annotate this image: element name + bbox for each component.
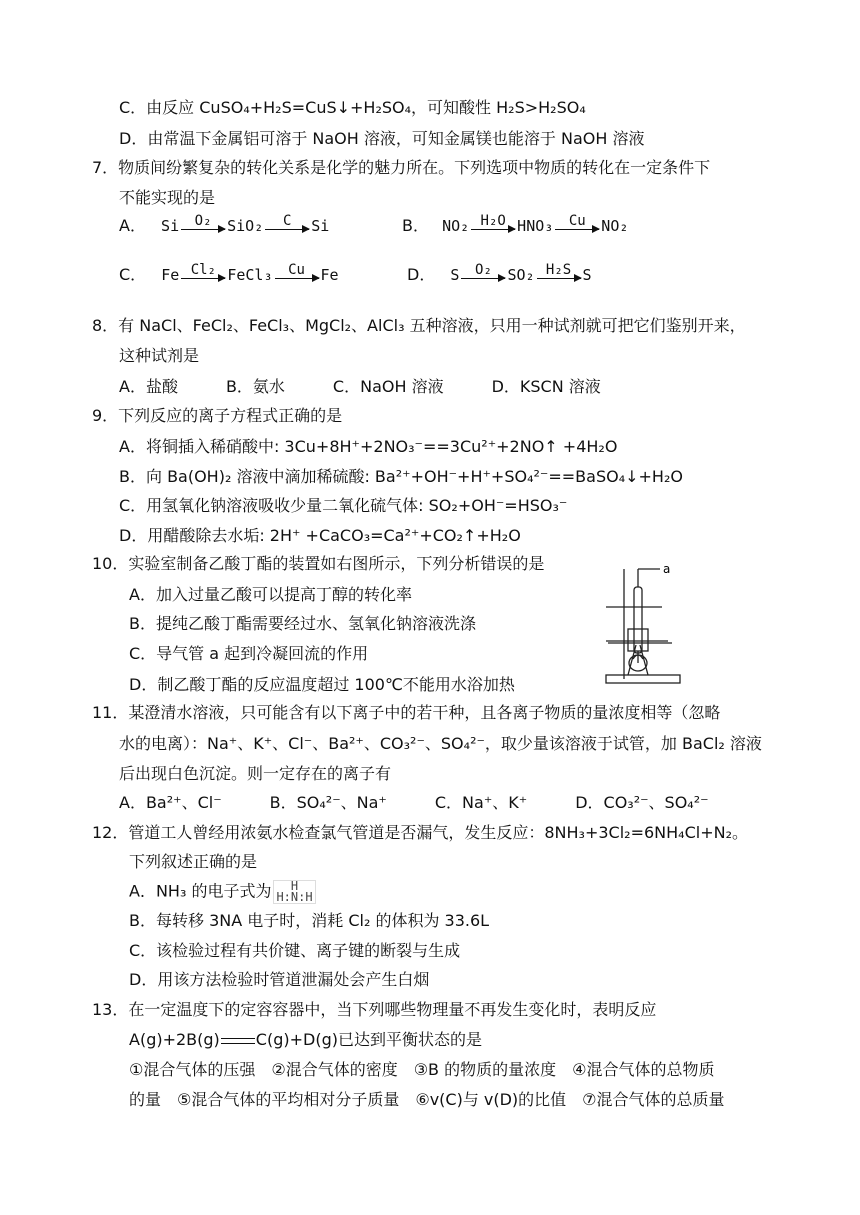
q13-items-1: ①混合气体的压强 ②混合气体的密度 ③B 的物质的量浓度 ④混合气体的总物质 bbox=[129, 1060, 715, 1079]
q7a-s2: SiO₂ bbox=[227, 217, 264, 235]
q6-option-c: C．由反应 CuSO₄+H₂S=CuS↓+H₂SO₄，可知酸性 H₂S>H₂SO₄ bbox=[119, 98, 586, 117]
q7a-reagent-2: C bbox=[283, 213, 292, 229]
q8-stem-1: 8．有 NaCl、FeCl₂、FeCl₃、MgCl₂、AlCl₃ 五种溶液，只用一种试剂就可把它们鉴别开来， bbox=[92, 316, 746, 335]
q12-option-c: C．该检验过程有共价键、离子键的断裂与生成 bbox=[129, 941, 461, 960]
arrow-icon bbox=[265, 229, 309, 230]
q9-stem: 9．下列反应的离子方程式正确的是 bbox=[92, 406, 343, 425]
q7-option-a: A． Si O₂ SiO₂ C Si bbox=[119, 213, 330, 235]
q9-option-b: B．向 Ba(OH)₂ 溶液中滴加稀硫酸: Ba²⁺+OH⁻+H⁺+SO₄²⁻==BaSO₄↓+H₂O bbox=[119, 467, 683, 486]
q11-stem-3: 后出现白色沉淀。则一定存在的离子有 bbox=[119, 764, 392, 783]
q7b-s1: NO₂ bbox=[442, 217, 470, 235]
q12-stem-1: 12．管道工人曾经用浓氨水检查氯气管道是否漏气，发生反应：8NH₃+3Cl₂=6NH₄Cl+N₂。 bbox=[92, 823, 748, 842]
q12-option-d: D．用该方法检验时管道泄漏处会产生白烟 bbox=[129, 970, 430, 989]
q7d-s3: S bbox=[582, 266, 592, 284]
q11-stem-1: 11．某澄清水溶液，只可能含有以下离子中的若干种，且各离子物质的量浓度相等（忽略 bbox=[92, 703, 721, 722]
q7c-reagent-2: Cu bbox=[288, 262, 305, 278]
q8-stem-2: 这种试剂是 bbox=[119, 346, 200, 365]
q10-option-b: B．提纯乙酸丁酯需要经过水、氢氧化钠溶液洗涤 bbox=[129, 614, 476, 633]
distillation-apparatus-figure bbox=[602, 563, 684, 685]
q10-option-c: C．导气管 a 起到冷凝回流的作用 bbox=[129, 644, 369, 663]
q7c-s3: Fe bbox=[320, 266, 339, 284]
q7a-s1: Si bbox=[161, 217, 180, 235]
q7-option-b: B． NO₂ H₂O HNO₃ Cu NO₂ bbox=[402, 213, 629, 235]
q6-option-d: D．由常温下金属铝可溶于 NaOH 溶液，可知金属镁也能溶于 NaOH 溶液 bbox=[119, 129, 645, 148]
q7c-s1: Fe bbox=[161, 266, 180, 284]
arrow-icon bbox=[461, 278, 505, 279]
q12-option-a: A．NH₃ 的电子式为 H H:N:H bbox=[129, 880, 316, 904]
apparatus-label-a: a bbox=[663, 563, 671, 576]
q7-stem-1: 7．物质间纷繁复杂的转化关系是化学的魅力所在。下列选项中物质的转化在一定条件下 bbox=[92, 158, 711, 177]
arrow-icon bbox=[181, 278, 225, 279]
q7b-s2: HNO₃ bbox=[517, 217, 554, 235]
q7d-s2: SO₂ bbox=[507, 266, 535, 284]
q7b-s3: NO₂ bbox=[601, 217, 629, 235]
q10-option-d: D．制乙酸丁酯的反应温度超过 100℃不能用水浴加热 bbox=[129, 675, 515, 694]
arrow-icon bbox=[555, 229, 599, 230]
arrow-icon bbox=[275, 278, 319, 279]
q7d-s1: S bbox=[450, 266, 460, 284]
q9-option-a: A．将铜插入稀硝酸中: 3Cu+8H⁺+2NO₃⁻==3Cu²⁺+2NO↑ +4H₂O bbox=[119, 437, 618, 456]
q11-stem-2: 水的电离）：Na⁺、K⁺、Cl⁻、Ba²⁺、CO₃²⁻、SO₄²⁻，取少量该溶液于试管，加 BaCl₂ 溶液 bbox=[119, 734, 762, 753]
q7b-reagent-2: Cu bbox=[568, 213, 586, 229]
q13-items-2: 的量 ⑤混合气体的平均相对分子质量 ⑥v(C)与 v(D)的比值 ⑦混合气体的总质量 bbox=[129, 1090, 725, 1109]
q12-stem-2: 下列叙述正确的是 bbox=[129, 852, 258, 871]
q7c-s2: FeCl₃ bbox=[227, 266, 273, 284]
q9-option-d: D．用醋酸除去水垢: 2H⁺ +CaCO₃=Ca²⁺+CO₂↑+H₂O bbox=[119, 526, 521, 545]
q7a-s3: Si bbox=[311, 217, 330, 235]
q10-stem: 10．实验室制备乙酸丁酯的装置如右图所示，下列分析错误的是 bbox=[92, 554, 545, 573]
q7-option-d: D． S O₂ SO₂ H₂S S bbox=[407, 262, 592, 284]
q7d-reagent-1: O₂ bbox=[475, 262, 492, 278]
equilibrium-arrow-icon bbox=[221, 1036, 255, 1046]
q7-stem-2: 不能实现的是 bbox=[119, 188, 216, 207]
q7d-reagent-2: H₂S bbox=[545, 262, 572, 278]
q9-option-c: C．用氢氧化钠溶液吸收少量二氧化硫气体: SO₂+OH⁻=HSO₃⁻ bbox=[119, 496, 568, 515]
arrow-icon bbox=[471, 229, 515, 230]
q12-option-b: B．每转移 3NA 电子时，消耗 Cl₂ 的体积为 33.6L bbox=[129, 911, 490, 930]
arrow-icon bbox=[181, 229, 225, 230]
nh3-electron-dot-formula: H H:N:H bbox=[273, 880, 315, 904]
arrow-icon bbox=[537, 278, 581, 279]
q13-stem-1: 13．在一定温度下的定容容器中，当下列哪些物理量不再发生变化时，表明反应 bbox=[92, 1000, 657, 1019]
q8-options: A．盐酸 B．氨水 C．NaOH 溶液 D．KSCN 溶液 bbox=[119, 377, 601, 396]
q13-equation: A(g)+2B(g) C(g)+D(g)已达到平衡状态的是 bbox=[129, 1030, 482, 1049]
q7-option-c: C． Fe Cl₂ FeCl₃ Cu Fe bbox=[119, 262, 339, 284]
q7a-reagent-1: O₂ bbox=[194, 213, 212, 229]
q10-option-a: A．加入过量乙酸可以提高丁醇的转化率 bbox=[129, 585, 412, 604]
q11-options: A．Ba²⁺、Cl⁻ B．SO₄²⁻、Na⁺ C．Na⁺、K⁺ D．CO₃²⁻、SO₄²⁻ bbox=[119, 793, 709, 812]
q7c-reagent-1: Cl₂ bbox=[190, 262, 216, 278]
q7b-reagent-1: H₂O bbox=[480, 213, 506, 229]
